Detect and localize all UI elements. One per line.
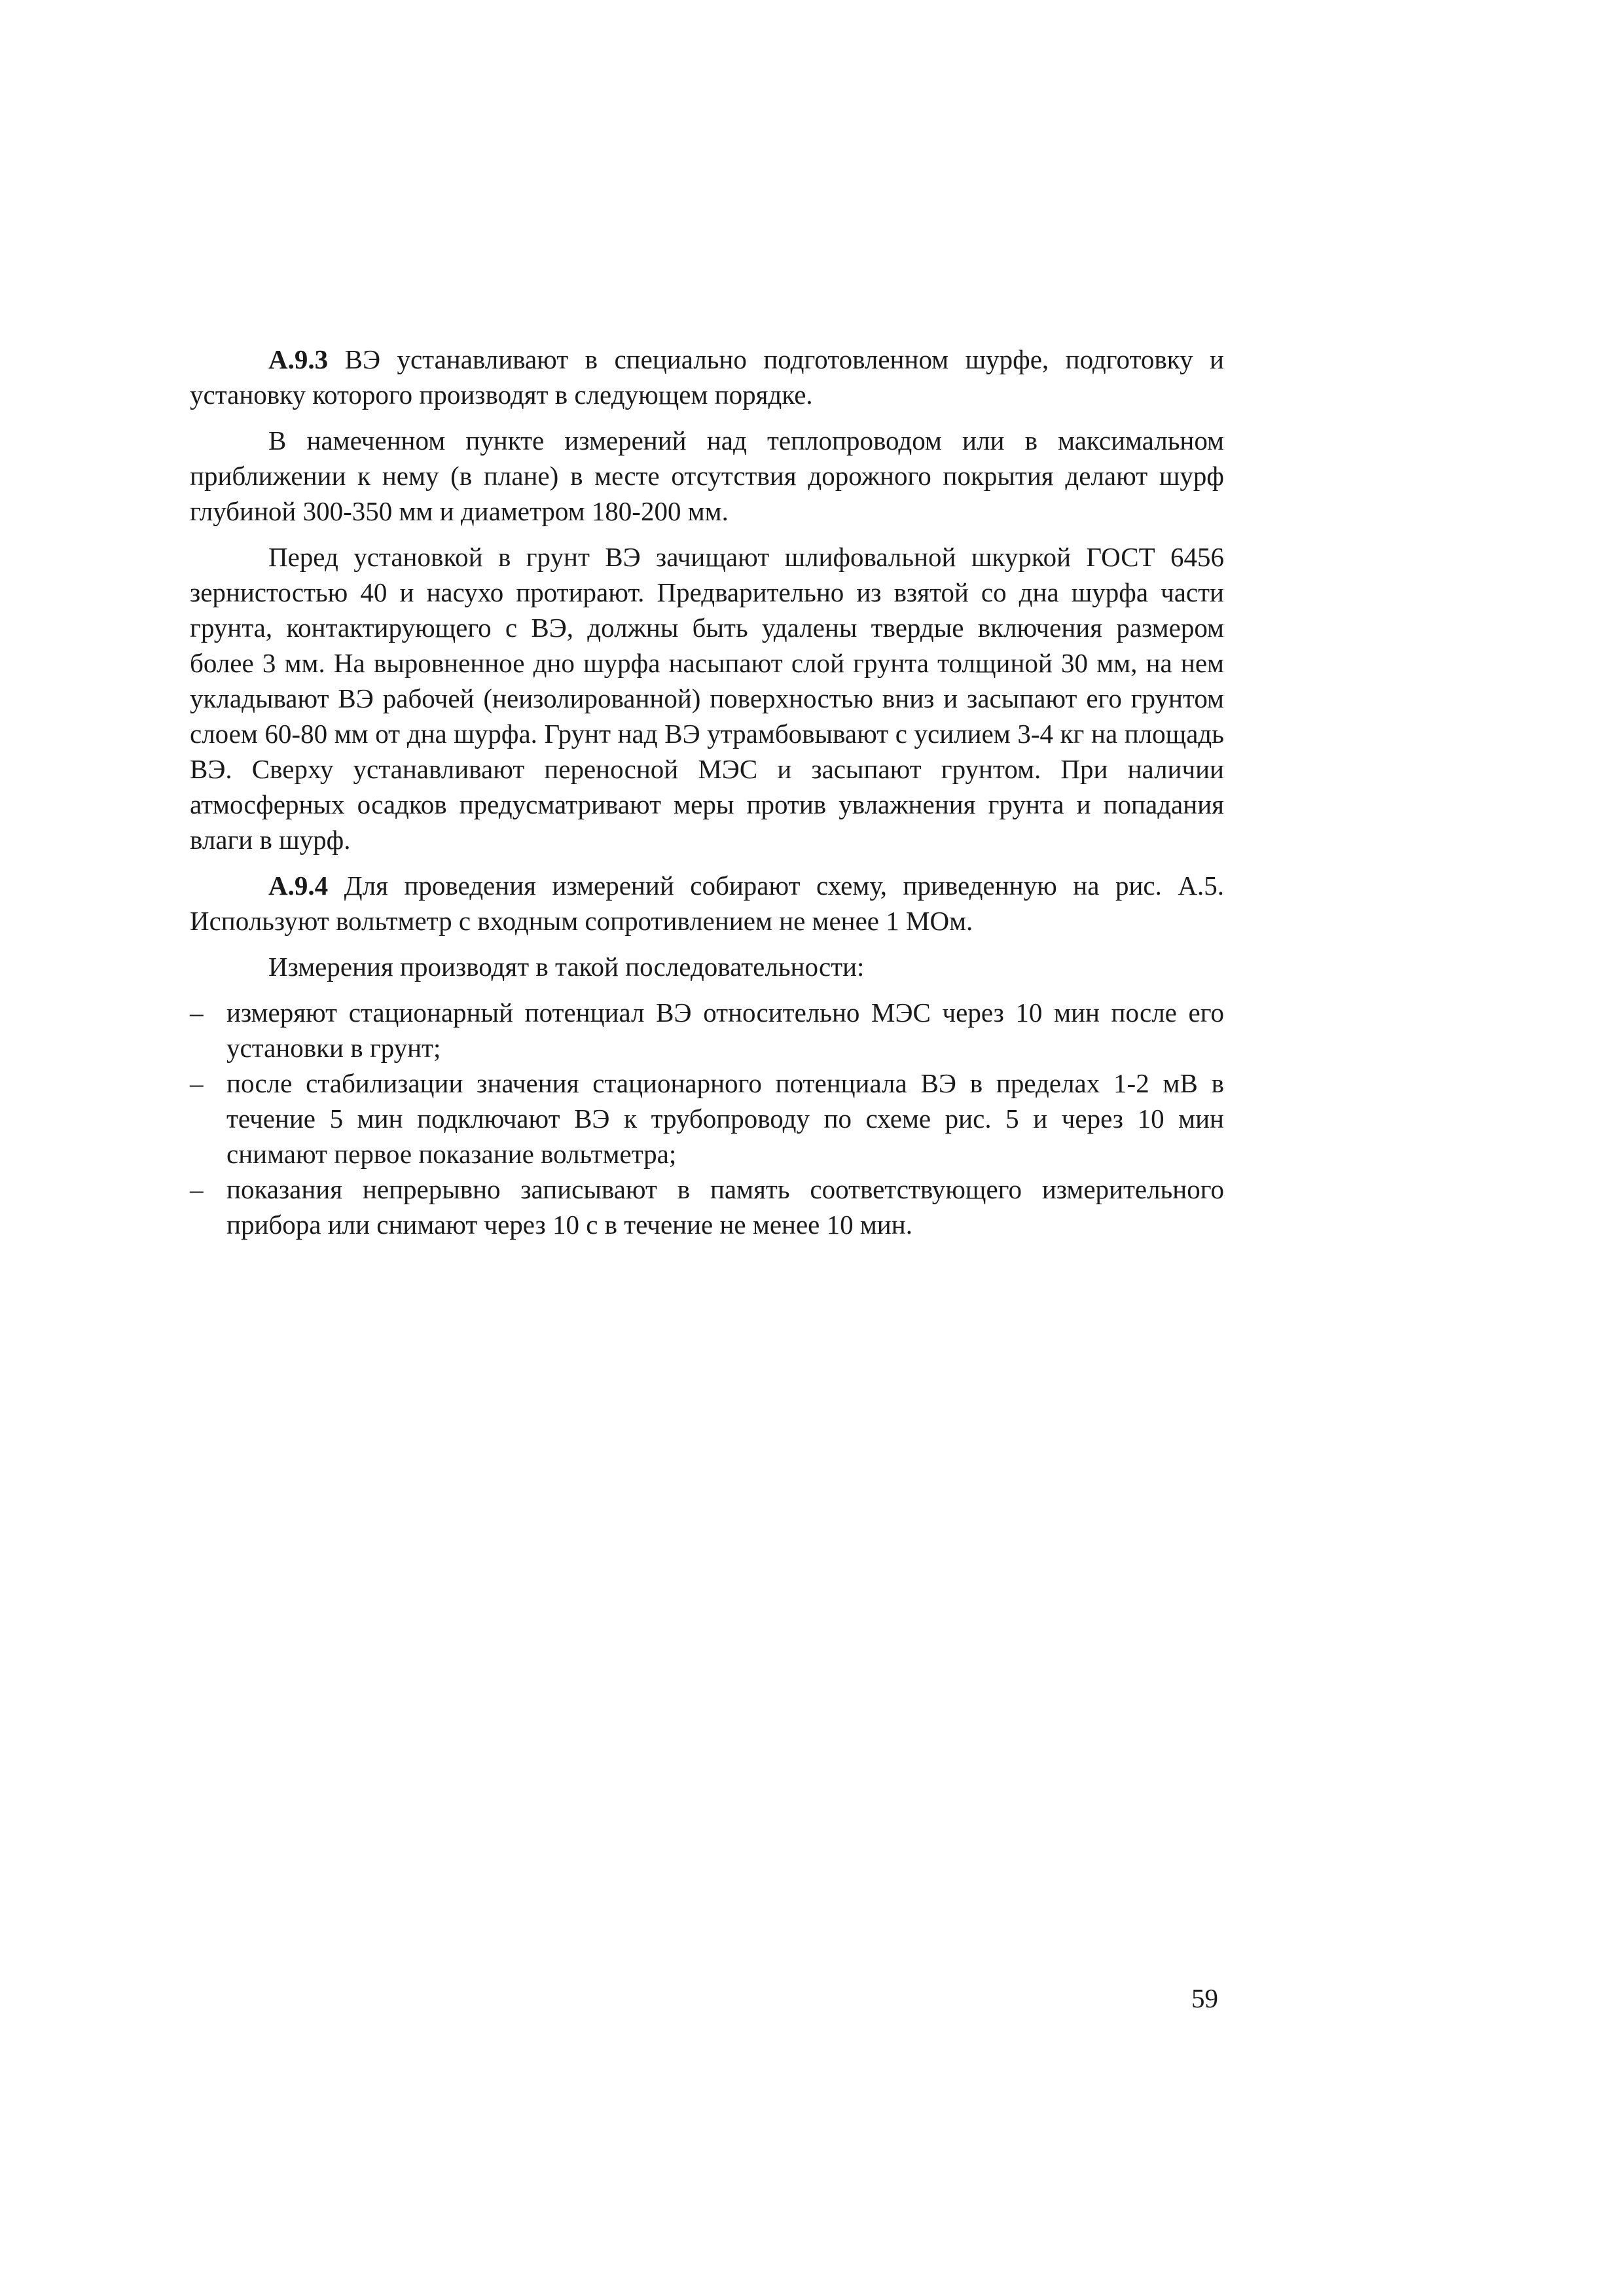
section-number: А.9.3 [268, 344, 329, 374]
dash-marker: – [190, 1174, 204, 1204]
dash-marker: – [190, 1068, 204, 1098]
paragraph-text: Для проведения измерений собирают схему, приведенную на рис. А.5. Используют вольтметр с входным сопротивлением не менее 1 МОм. [190, 870, 1224, 936]
paragraph-measurement-sequence [190, 949, 1224, 984]
list-item [190, 1066, 1224, 1172]
paragraph-text: ВЭ устанавливают в специально подготовленном шурфе, подготовку и установку которого производят в следующем порядке. [190, 344, 1224, 410]
dash-marker: – [190, 997, 204, 1028]
paragraph-text: Измерения производят в такой последовательности: [268, 952, 865, 982]
paragraph-electrode-installation [190, 539, 1224, 857]
measurement-steps-list [190, 995, 1224, 1242]
list-item-text: показания непрерывно записывают в память соответствующего измерительного прибора или снимают через 10 с в течение не менее 10 мин. [226, 1174, 1224, 1240]
list-item-text: измеряют стационарный потенциал ВЭ относительно МЭС через 10 мин после его установки в грунт; [226, 997, 1224, 1063]
page-body [190, 342, 1224, 1242]
paragraph-a-9-4 [190, 868, 1224, 939]
paragraph-a-9-3 [190, 342, 1224, 412]
list-item [190, 1172, 1224, 1242]
list-item-text: после стабилизации значения стационарного потенциала ВЭ в пределах 1-2 мВ в течение 5 мин подключают ВЭ к трубопроводу по схеме рис. 5 и через 10 мин снимают первое показание вольтметра; [226, 1068, 1224, 1169]
paragraph-text: В намеченном пункте измерений над теплопроводом или в максимальном приближении к нему (в плане) в месте отсутствия дорожного покрытия делают шурф глубиной 300-350 мм и диаметром 180-200 мм. [190, 425, 1224, 526]
paragraph-text: Перед установкой в грунт ВЭ зачищают шлифовальной шкуркой ГОСТ 6456 зернистостью 40 и насухо протирают. Предварительно из взятой со дна шурфа части грунта, контактирующего с ВЭ, должны быть удалены твердые включения размером более 3 мм. На выровненное дно шурфа насыпают слой грунта толщиной 30 мм, на нем укладывают ВЭ рабочей (неизолированной) поверхностью вниз и засыпают его грунтом слоем 60-80 мм от дна шурфа. Грунт над ВЭ утрамбовывают с усилием 3-4 кг на площадь ВЭ. Сверху устанавливают переносной МЭС и засыпают грунтом. При наличии атмосферных осадков предусматривают меры против увлажнения грунта и попадания влаги в шурф. [190, 542, 1224, 855]
page-number: 59 [1191, 1983, 1218, 2013]
list-item [190, 995, 1224, 1066]
paragraph-pit-location [190, 423, 1224, 529]
section-number: А.9.4 [268, 870, 329, 901]
